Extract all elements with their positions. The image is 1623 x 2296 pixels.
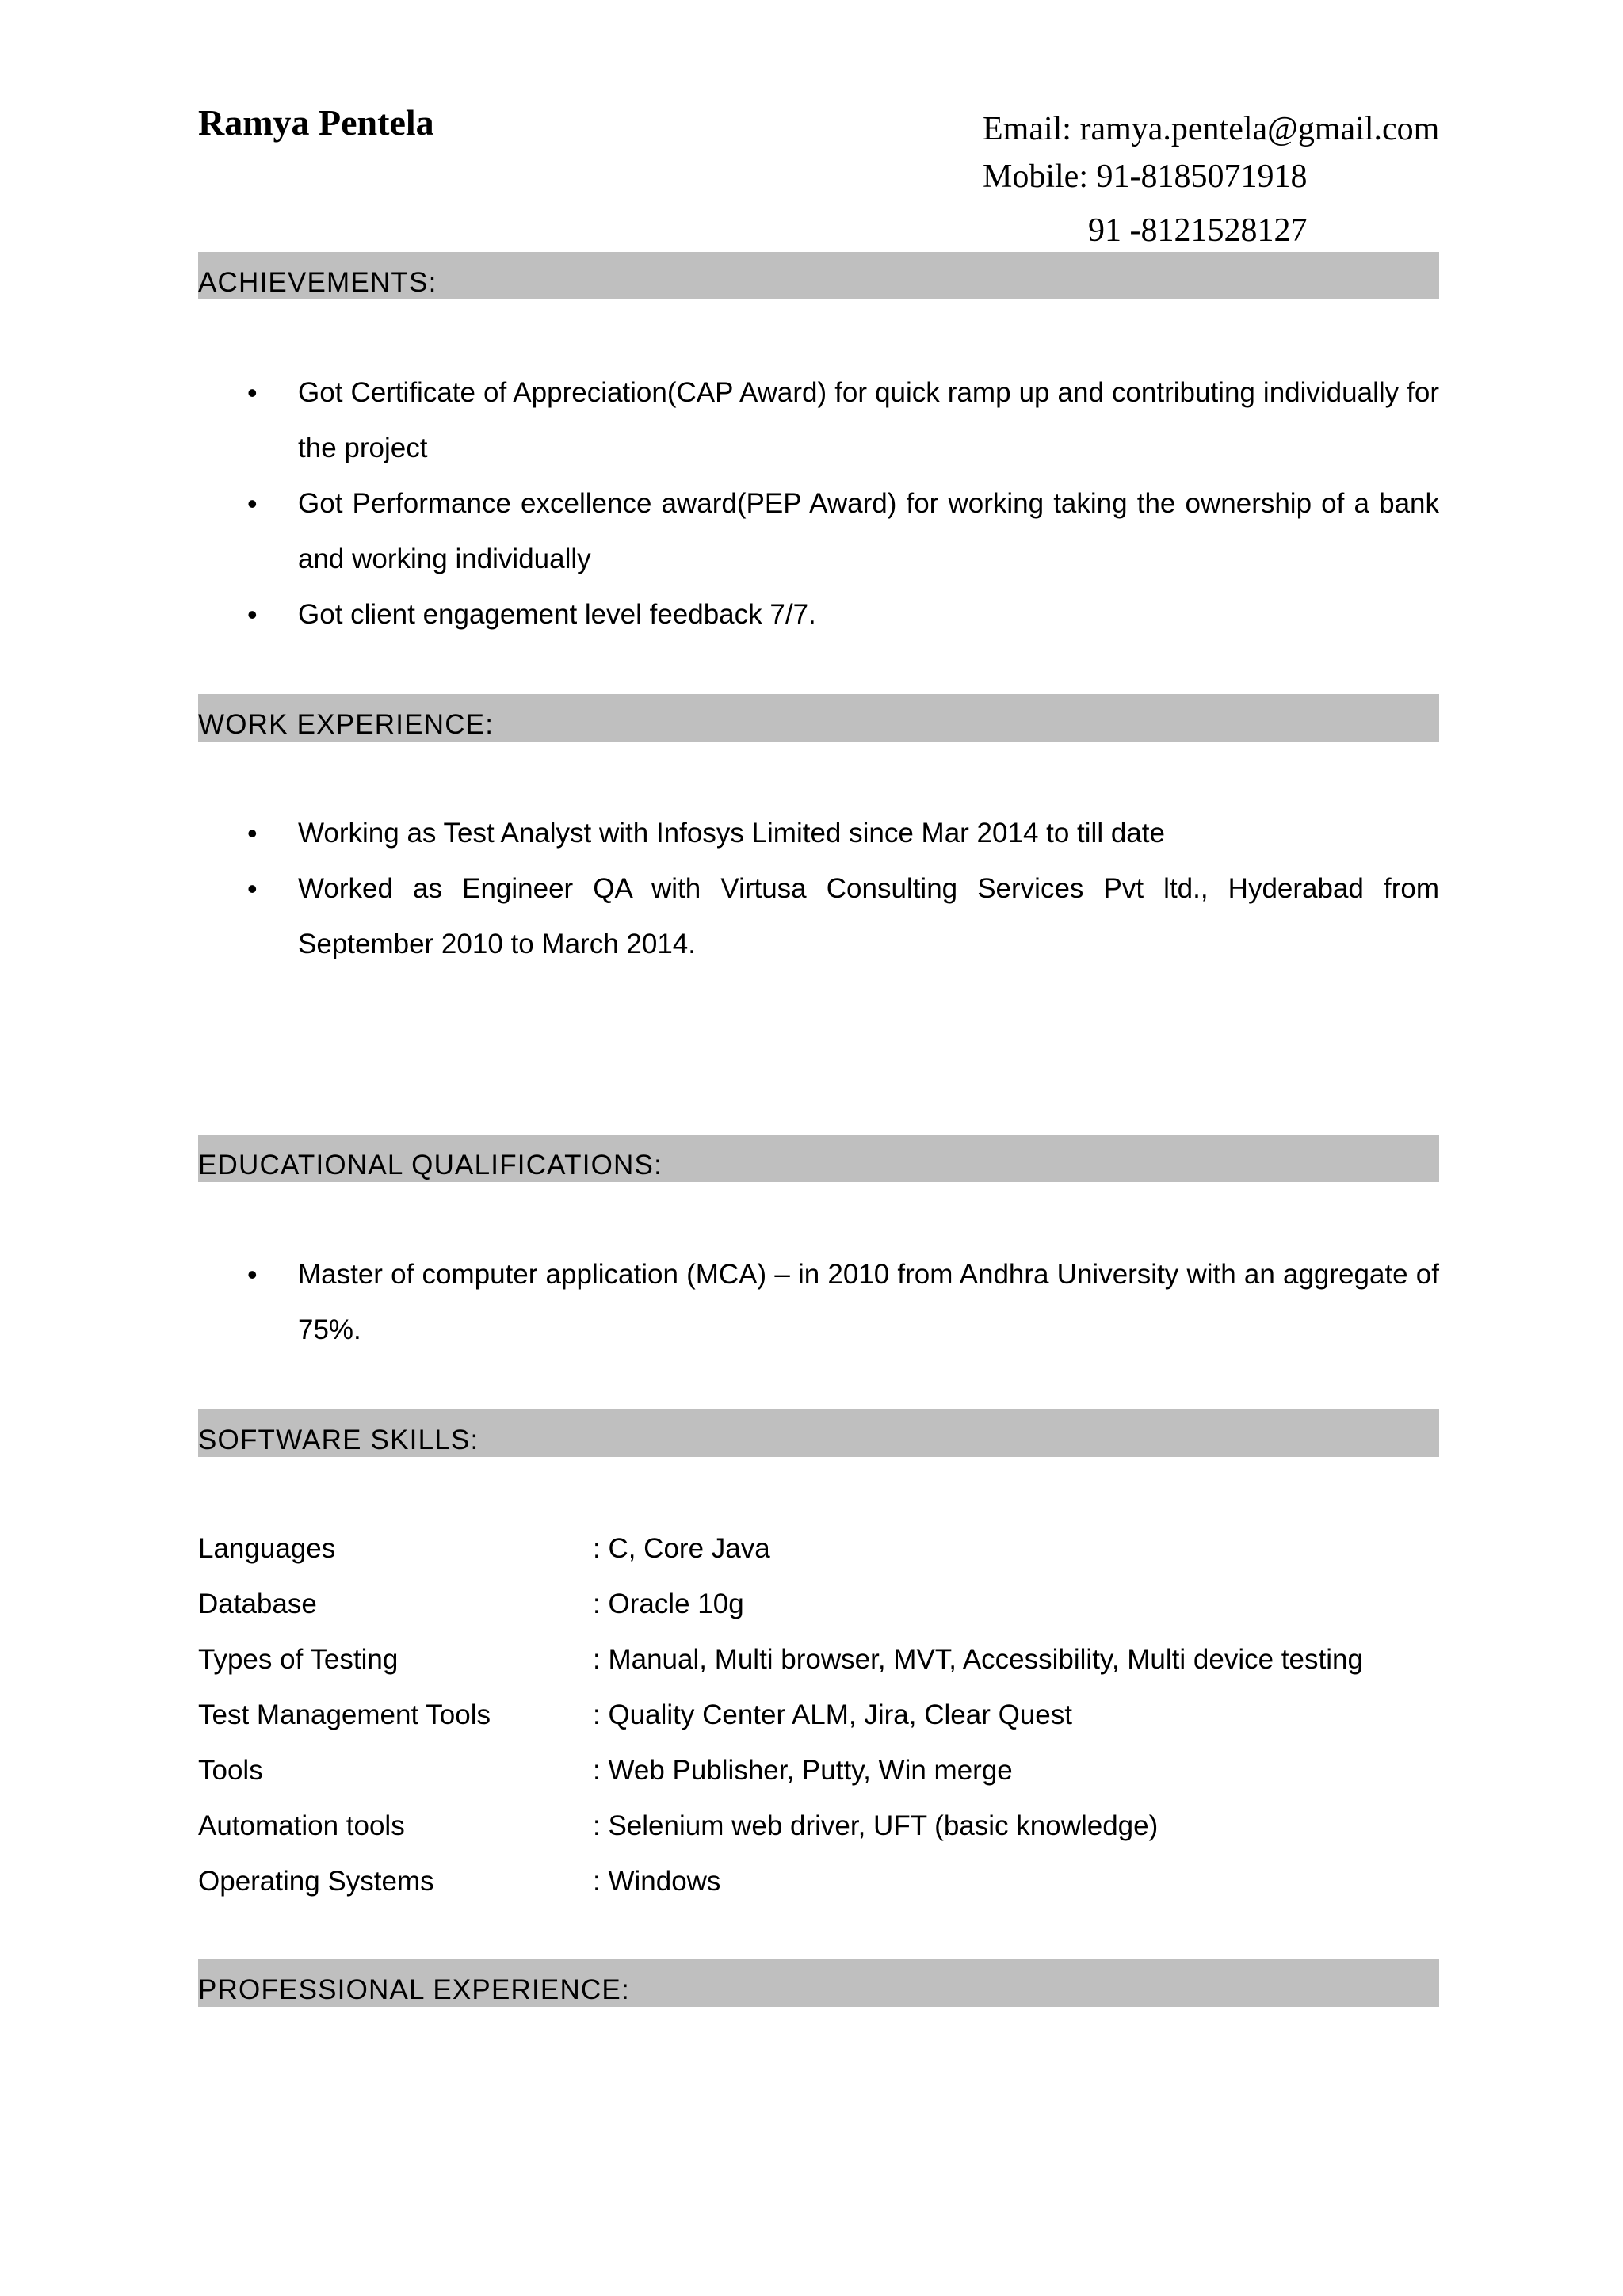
- education-section-header: [198, 1135, 1439, 1182]
- skill-label: Automation tools: [198, 1810, 405, 1841]
- achievements-title: [198, 269, 437, 296]
- email-line: Email: ramya.pentela@gmail.com: [983, 111, 1440, 147]
- mobile-line: Mobile: 91-8185071918: [983, 158, 1308, 195]
- work-experience-list: [198, 806, 1439, 972]
- bullet-icon: •: [247, 817, 258, 849]
- education-text: Master of computer application (MCA) – in 2010 from Andhra University with an aggregate of 75%.: [298, 1259, 1439, 1345]
- skill-value: : Oracle 10g: [593, 1589, 744, 1619]
- skill-row: [198, 1798, 1439, 1854]
- mobile-line-secondary: 91 -8121528127: [1088, 212, 1308, 249]
- achievement-text: Got Performance excellence award(PEP Award) for working taking the ownership of a bank and working individually: [298, 488, 1439, 574]
- achievements-list: [198, 365, 1439, 643]
- skill-label: Test Management Tools: [198, 1699, 491, 1730]
- skill-value: : Selenium web driver, UFT (basic knowledge): [593, 1810, 1159, 1841]
- skill-value: : C, Core Java: [593, 1533, 770, 1564]
- achievement-text: Got client engagement level feedback 7/7.: [298, 599, 816, 630]
- work-experience-text: Working as Test Analyst with Infosys Limited since Mar 2014 to till date: [298, 818, 1165, 849]
- skill-value: : Web Publisher, Putty, Win merge: [593, 1755, 1013, 1786]
- list-item: [198, 365, 1439, 476]
- achievements-section-header: [198, 252, 1439, 299]
- education-title: EDUCATIONAL QUALIFICATIONS:: [198, 1150, 663, 1180]
- skill-label: Database: [198, 1589, 317, 1619]
- work-experience-section-header: [198, 694, 1439, 742]
- skill-row: [198, 1688, 1439, 1743]
- achievement-text: Got Certificate of Appreciation(CAP Award) for quick ramp up and contributing individually for the project: [298, 377, 1439, 463]
- achievements-title-suffix: :: [428, 267, 437, 298]
- skill-label: Languages: [198, 1533, 336, 1564]
- skill-value: : Manual, Multi browser, MVT, Accessibility, Multi device testing: [593, 1644, 1363, 1675]
- education-list: [198, 1247, 1439, 1358]
- professional-experience-section-header: [198, 1959, 1439, 2007]
- list-item: [198, 1247, 1439, 1358]
- skill-label: Tools: [198, 1755, 263, 1786]
- skill-value: : Quality Center ALM, Jira, Clear Quest: [593, 1699, 1072, 1730]
- achievements-title-text: ACHIEVEMENTS: [198, 267, 429, 298]
- bullet-icon: •: [247, 1258, 258, 1291]
- list-item: [198, 806, 1439, 861]
- work-experience-title: WORK EXPERIENCE:: [198, 709, 495, 740]
- skill-row: [198, 1521, 1439, 1577]
- bullet-icon: •: [247, 487, 258, 520]
- list-item: [198, 861, 1439, 972]
- skill-row: [198, 1632, 1439, 1688]
- list-item: [198, 476, 1439, 587]
- candidate-name: Ramya Pentela: [198, 102, 434, 143]
- software-skills-section-header: [198, 1409, 1439, 1457]
- list-item: [198, 587, 1439, 643]
- skill-row: [198, 1854, 1439, 1909]
- bullet-icon: •: [247, 598, 258, 631]
- software-skills-table: [198, 1521, 1439, 1909]
- bullet-icon: •: [247, 872, 258, 905]
- bullet-icon: •: [247, 376, 258, 409]
- skill-value: : Windows: [593, 1866, 721, 1897]
- skill-row: [198, 1577, 1439, 1632]
- work-experience-text: Worked as Engineer QA with Virtusa Consulting Services Pvt ltd., Hyderabad from September 2010 to March 2014.: [298, 873, 1439, 959]
- skill-label: Operating Systems: [198, 1866, 434, 1897]
- software-skills-title: SOFTWARE SKILLS:: [198, 1425, 479, 1455]
- skill-label: Types of Testing: [198, 1644, 399, 1675]
- professional-experience-title: PROFESSIONAL EXPERIENCE:: [198, 1974, 630, 2005]
- skill-row: [198, 1743, 1439, 1798]
